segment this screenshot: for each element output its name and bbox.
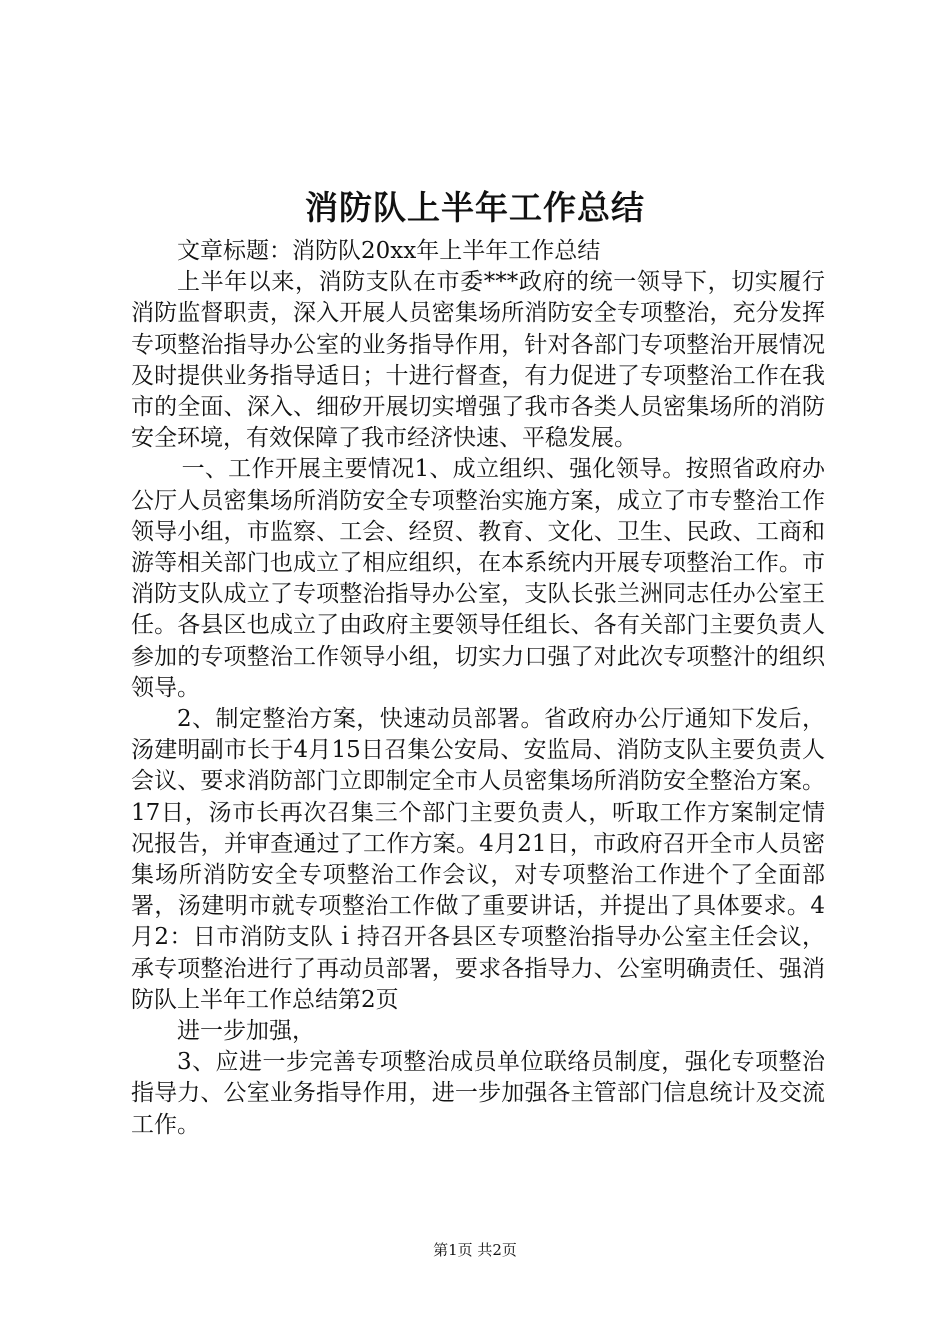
paragraph-section-two: 2、制定整治方案，快速动员部署。省政府办公厅通知下发后，汤建明副市长于4月15日召集公安局、安监局、消防支队主要负责人会议、要求消防部门立即制定全市人员密集场所消防安全整治方案。17日，汤市长再次召集三个部门主要负责人，听取工作方案制定情况报告，并审查通过了工作方案。4月21日，市政府召开全市人员密集场所消防安全专项整治工作会议，对专项整治工作进个了全面部署，汤建明市就专项整治工作做了重要讲话，并提出了具体要求。4月2：日市消防支队ｉ持召开各县区专项整治指导办公室主任会议，承专项整治进行了再动员部署，要求各指导力、公室明确责任、强消防队上半年工作总结第2页 bbox=[131, 706, 825, 1013]
article-title-line: 文章标题：消防队20xx年上半年工作总结 bbox=[177, 238, 601, 264]
paragraph-intro: 上半年以来，消防支队在市委***政府的统一领导下，切实履行消防监督职责，深入开展人员密集场所消防安全专项整治，充分发挥专项整治指导办公室的业务指导作用，针对各部门专项整治开展情况及时提供业务指导适日；十进行督查，有力促进了专项整治工作在我市的全面、深入、细矽开展切实增强了我市各类人员密集场所的消防安全环境，有效保障了我市经济快速、平稳发展。 bbox=[131, 269, 825, 452]
page-number-footer: 第1页 共2页 bbox=[433, 1241, 517, 1259]
paragraph-section-three: 3、应进一步完善专项整治成员单位联络员制度，强化专项整治指导力、公室业务指导作用，进一步加强各主管部门信息统计及交流工作。 bbox=[131, 1049, 825, 1138]
paragraph-section-one: 一、工作开展主要情况1、成立组织、强化领导。按照省政府办公厅人员密集场所消防安全专项整治实施方案，成立了市专整治工作领导小组，市监察、工会、经贸、教育、文化、卫生、民政、工商和游等相关部门也成立了相应组织，在本系统内开展专项整治工作。市消防支队成立了专项整治指导办公室，支队长张兰洲同志任办公室王任。各县区也成立了由政府主要领导任组长、各有关部门主要负责人参加的专项整治工作领导小组，切实力口强了对此次专项整汁的组织领导。 bbox=[131, 456, 825, 701]
paragraph-short-line: 进一步加强， bbox=[177, 1018, 315, 1045]
document-body bbox=[131, 236, 825, 1141]
document-title: 消防队上半年工作总结 bbox=[305, 188, 645, 227]
